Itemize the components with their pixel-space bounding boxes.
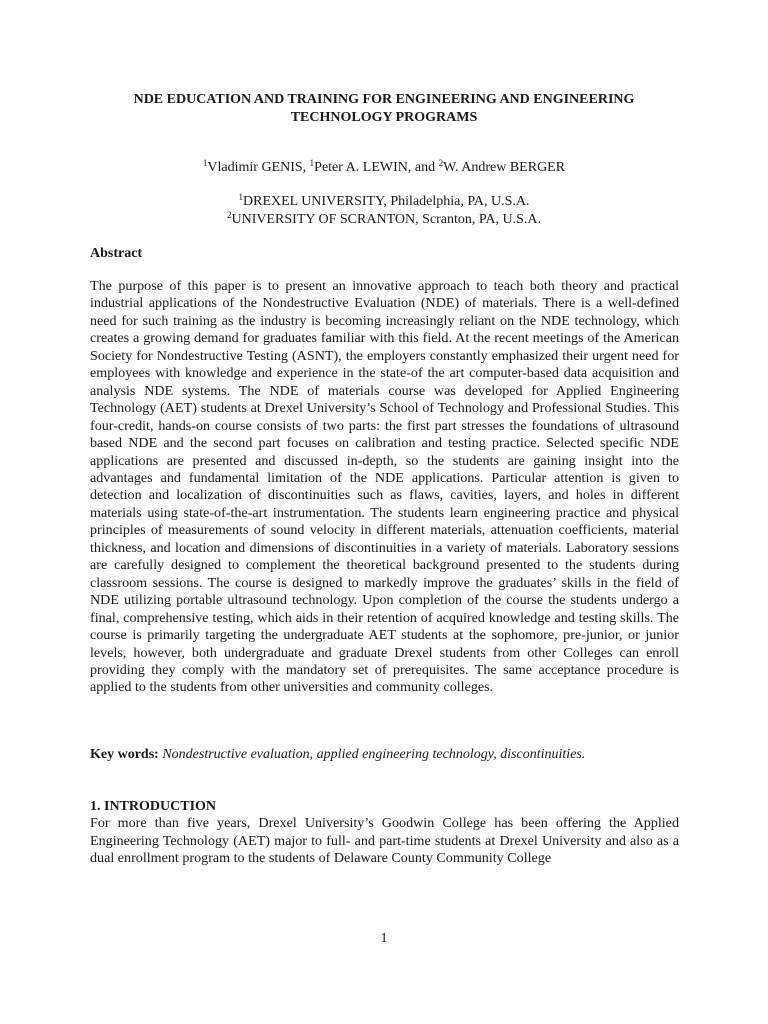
keywords-label: Key words: [90,747,159,762]
author-1-affiliation-mark: 1 [202,158,208,168]
title-line-1: NDE EDUCATION AND TRAINING FOR ENGINEERING AND ENGINEERING [133,92,635,107]
affiliation-1-name: DREXEL UNIVERSITY, Philadelphia, PA, U.S.A. [243,194,530,209]
title-line-2: TECHNOLOGY PROGRAMS [290,110,478,125]
affiliation-2-mark: 2 [227,210,232,220]
author-list [90,159,678,177]
affiliation-1-mark: 1 [238,192,243,202]
page-number: 1 [380,931,388,946]
abstract-body: The purpose of this paper is to present an innovative approach to teach both theory and practical industrial applications of the Nondestructive Evaluation (NDE) of materials. There is a well-defined need for such training as the industry is becoming increasingly reliant on the NDE technology, which creates a growing demand for graduates familiar with this field. At the recent meetings of the American Society for Nondestructive Testing (ASNT), the employers constantly emphasized their urgent need for employees with knowledge and experience in the state-of the art computer-based data acquisition and analysis NDE systems. The NDE of materials course was developed for Applied Engineering Technology (AET) students at Drexel University’s School of Technology and Professional Studies. This four-credit, hands-on course consists of two parts: the first part stresses the foundations of ultrasound based NDE and the second part focuses on calibration and testing practice. Selected specific NDE applications are presented and discussed in-depth, so the students are gaining insight into the advantages and fundamental limitation of the NDE applications. Particular attention is given to detection and localization of discontinuities such as flaws, cavities, layers, and holes in different materials using state-of-the-art instrumentation. The students learn engineering practice and physical principles of measurements of sound velocity in different materials, attenuation coefficients, material thickness, and location and dimensions of discontinuities in a variety of materials. Laboratory sessions are carefully designed to complement the theoretical background presented to the students during classroom sessions. The course is designed to markedly improve the graduates’ skills in the field of NDE utilizing portable ultrasound technology. Upon completion of the course the students undergo a final, comprehensive testing, which aids in their retention of acquired knowledge and testing skills. The course is primarily targeting the undergraduate AET students at the sophomore, pre-junior, or junior levels, however, both undergraduate and graduate Drexel students from other Colleges can enroll providing they comply with the mandatory set of prerequisites. The same acceptance procedure is applied to the students from other universities and community colleges. [90,278,679,696]
keywords [90,746,679,764]
author-3-name: W. Andrew BERGER [443,160,566,175]
introduction-body: For more than five years, Drexel University’s Goodwin College has been offering the Applied Engineering Technology (AET) major to full- and part-time students at Drexel University and also as a dual enrollment program to the students of Delaware County Community College [90,815,679,867]
author-3-affiliation-mark: 2 [438,158,444,168]
paper-title [90,91,678,127]
affiliation-list [90,193,678,229]
author-2-name: Peter A. LEWIN, and [314,160,439,175]
author-2-affiliation-mark: 1 [309,158,315,168]
affiliation-2 [90,211,678,229]
affiliation-2-name: UNIVERSITY OF SCRANTON, Scranton, PA, U.S.A. [231,212,541,227]
abstract-heading: Abstract [90,246,143,261]
introduction-heading: 1. INTRODUCTION [90,799,217,814]
author-1-name: Vladimir GENIS, [207,160,310,175]
keywords-text: Nondestructive evaluation, applied engineering technology, discontinuities. [158,747,586,762]
affiliation-1 [90,193,678,211]
